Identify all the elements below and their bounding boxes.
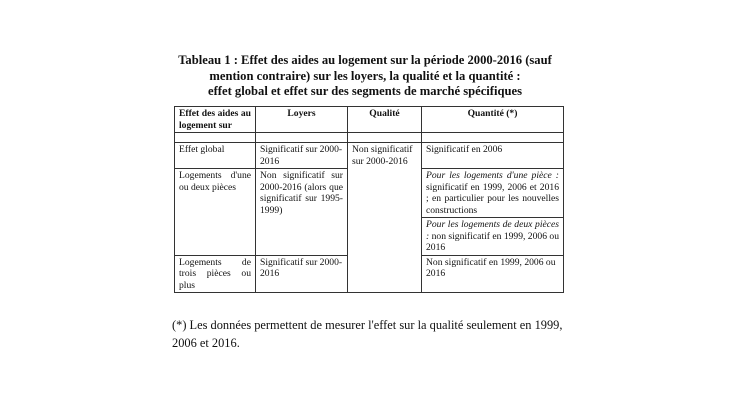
- table-row-global: [175, 143, 564, 169]
- cell-qualite-merged: Non significatif sur 2000-2016: [348, 143, 422, 293]
- cell-loyers-global: Significatif sur 2000-2016: [256, 143, 348, 169]
- cell-quantite-small-two-rooms: [422, 218, 564, 256]
- cell-quantite-small-one-room: [422, 169, 564, 218]
- caption-line-1: Tableau 1 : Effet des aides au logement sur la période 2000-2016 (sauf: [178, 53, 552, 67]
- one-room-intro: Pour les logements d'une pièce :: [426, 170, 559, 181]
- caption-line-2: mention contraire) sur les loyers, la qualité et la quantité :: [209, 68, 521, 83]
- cell-quantite-large: Non significatif en 1999, 2006 ou 2016: [422, 255, 564, 293]
- cell-quantite-global: Significatif en 2006: [422, 143, 564, 169]
- spacer-cell: [175, 133, 256, 143]
- header-loyers: Loyers: [256, 107, 348, 133]
- header-effect: Effet des aides au logement sur: [175, 107, 256, 133]
- cell-loyers-large: Significatif sur 2000-2016: [256, 255, 348, 293]
- footnote: (*) Les données permettent de mesurer l'effet sur la qualité seulement en 1999, 2006 et 2016.: [172, 318, 563, 350]
- effects-table: [174, 106, 564, 293]
- header-qualite: Qualité: [348, 107, 422, 133]
- row-label-small: Logements d'une ou deux pièces: [175, 169, 256, 256]
- caption-line-3: effet global et effet sur des segments de marché spécifiques: [208, 84, 522, 98]
- one-room-text: significatif en 1999, 2006 et 2016 ; en particulier pour les nouvelles constructions: [426, 181, 559, 216]
- two-rooms-text: non significatif en 1999, 2006 ou 2016: [426, 230, 559, 253]
- cell-loyers-small: Non significatif sur 2000-2016 (alors que significatif sur 1995-1999): [256, 169, 348, 256]
- header-row: [175, 107, 564, 133]
- spacer-cell: [348, 133, 422, 143]
- table-caption: [150, 53, 580, 100]
- spacer-cell: [422, 133, 564, 143]
- header-quantite: Quantité (*): [422, 107, 564, 133]
- two-rooms-intro: Pour les logements de deux pièces :: [426, 219, 559, 242]
- row-label-large: Logements de trois pièces ou plus: [175, 255, 256, 293]
- row-label-global: Effet global: [175, 143, 256, 169]
- spacer-cell: [256, 133, 348, 143]
- spacer-row: [175, 133, 564, 143]
